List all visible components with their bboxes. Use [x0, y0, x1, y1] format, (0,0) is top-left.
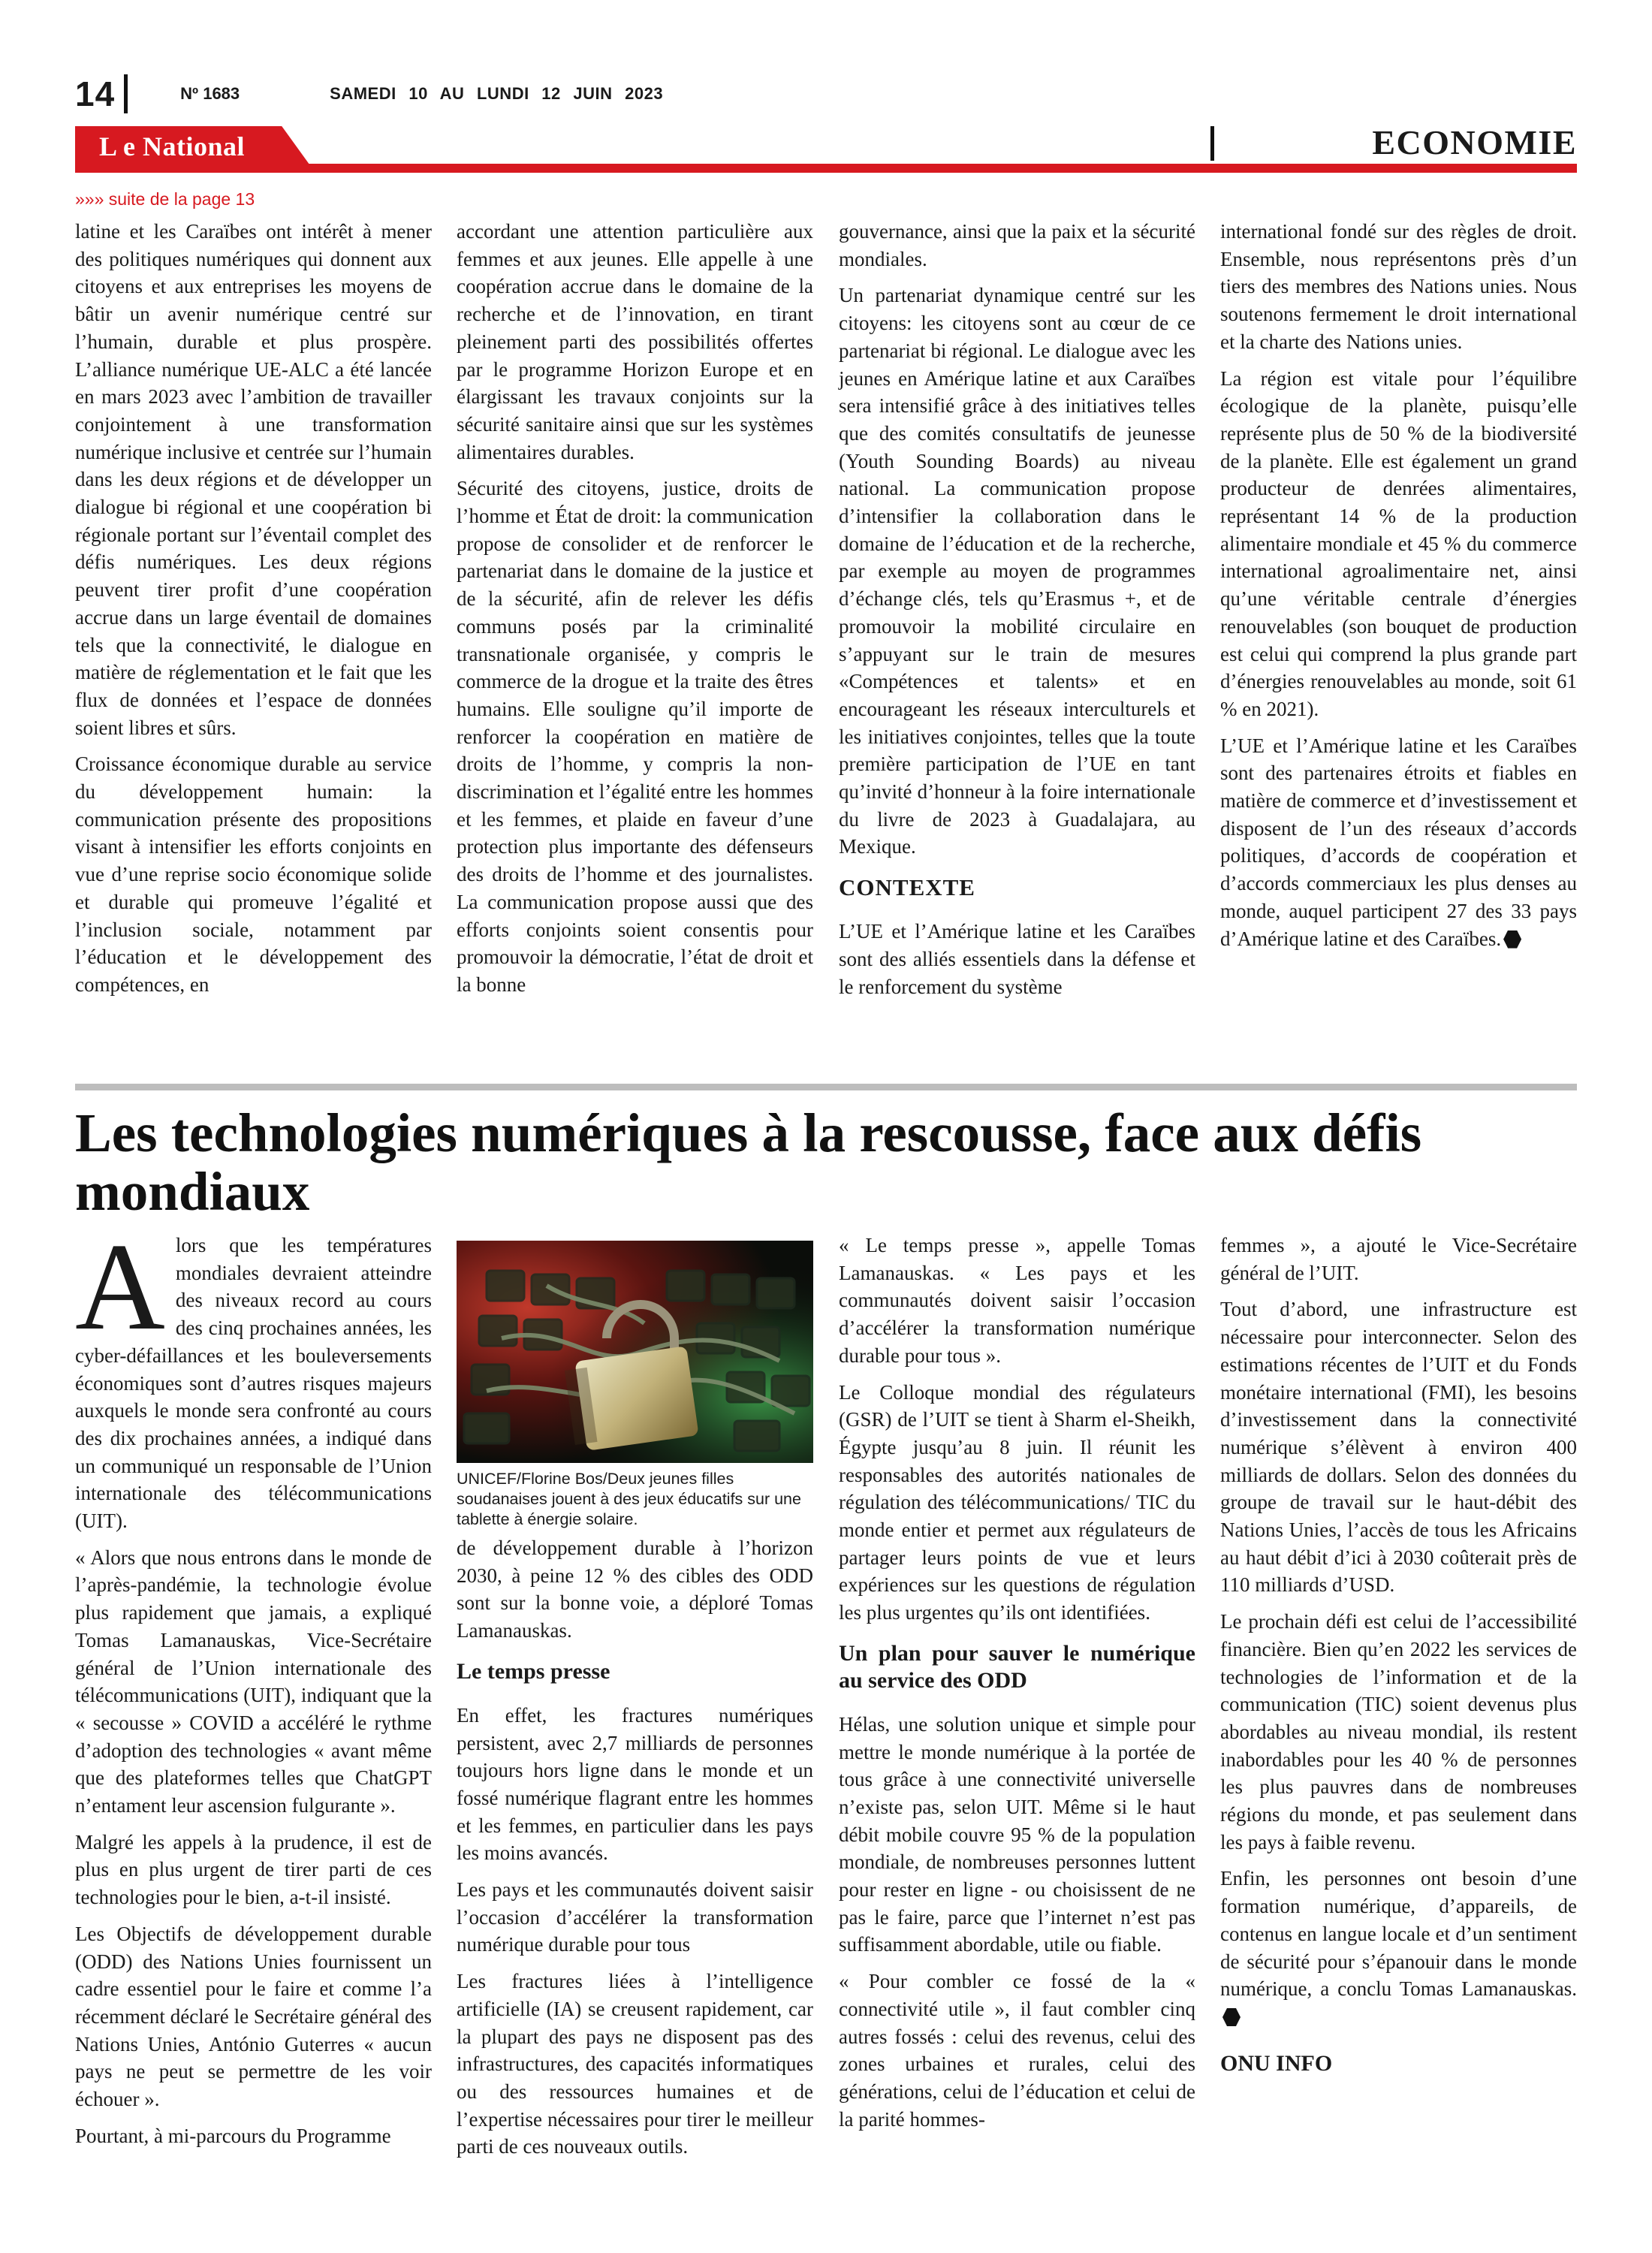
- subheading-contexte: CONTEXTE: [839, 874, 975, 901]
- article-signature: ONU INFO: [1220, 2050, 1333, 2076]
- issue-number: Nº 1683: [180, 84, 240, 103]
- main-article-column-2: [457, 1534, 813, 2170]
- top-article-column-1: [75, 218, 432, 1008]
- article-divider: [75, 1084, 1577, 1090]
- paragraph: Un partenariat dynamique centré sur les citoyens: les citoyens sont au cœur de ce partenariat bi régional. Le dialogue avec les jeunes en Amérique latine et aux Caraïbes sera intensifié grâce à des initiatives telles que des comités consultatifs de jeunesse (Youth Sounding Boards) au niveau national. La communication propose d’intensifier la collaboration dans le domaine de l’éducation et de la recherche, par exemple au moyen de programmes d’échange clés, tels qu’Erasmus +, et de promouvoir la mobilité circulaire en s’appuyant sur le train de mesures «Compétences et talents» et en encourageant les réseaux interculturels et les initiatives conjointes, telles que la toute première participation de l’UE en tant qu’invité d’honneur à la foire internationale du livre de 2023 à Guadalajara, au Mexique.: [839, 284, 1195, 858]
- drop-cap: A: [75, 1217, 165, 1356]
- paragraph: Pourtant, à mi-parcours du Programme: [75, 2124, 391, 2147]
- continued-from: »»» suite de la page 13: [75, 189, 255, 209]
- paragraph: Malgré les appels à la prudence, il est de plus en plus urgent de tirer parti de ces technologies pour le bien, a-t-il insisté.: [75, 1830, 432, 1909]
- paragraph: « Le temps presse », appelle Tomas Lamanauskas. « Les pays et les communautés doivent saisir l’occasion d’accélérer la transformation numérique durable pour tous ».: [839, 1234, 1195, 1367]
- paragraph: latine et les Caraïbes ont intérêt à mener des politiques numériques qui donnent aux citoyens et aux entreprises les moyens de bâtir un avenir numérique centré sur l’humain, durable et plus prospère. L’alliance numérique UE-ALC a été lancée en mars 2023 avec l’ambition de travailler conjointement à une transformation numérique inclusive et centrée sur l’humain dans les deux régions et de développer un dialogue bi régional et une coopération bi régionale portant sur l’éventail complet des défis numériques. Les deux régions peuvent tirer profit d’une coopération accrue dans un large éventail de domaines tels que la connectivité, le dialogue en matière de réglementation et le fait que les flux de données et l’espace de données soient libres et sûrs.: [75, 220, 432, 739]
- end-of-article-icon: [1503, 930, 1521, 949]
- subheading-le-temps-presse: Le temps presse: [457, 1658, 610, 1684]
- section-divider: [1210, 126, 1214, 161]
- top-article-column-2: [457, 218, 813, 1008]
- paragraph: La région est vitale pour l’équilibre écologique de la planète, puisqu’elle représente plus de 50 % de la biodiversité de la planète. Elle est également un grand producteur de denrées alimentaires, représentant 14 % de la production alimentaire mondiale et 45 % du commerce international agroalimentaire net, ainsi qu’une véritable centrale d’énergies renouvelables (son bouquet de production est celui qui comprend la plus grande part d’énergies renouvelables au monde, soit 61 % en 2021).: [1220, 366, 1577, 720]
- main-article-column-4: [1220, 1232, 1577, 2086]
- section-title: ECONOMIE: [1372, 123, 1577, 161]
- paragraph: Les fractures liées à l’intelligence artificielle (IA) se creusent rapidement, car la plupart des pays ne disposent pas des infrastructures, des capacités informatiques ou des ressources humaines et de l’expertise nécessaires pour tirer le meilleur parti de ces nouveaux outils.: [457, 1970, 813, 2158]
- lead-paragraph: [75, 1217, 432, 1535]
- paragraph: « Pour combler ce fossé de la « connectivité utile », il faut combler cinq autres fossés : celui des revenus, celui des zones urbaines et rurales, celui des générations, celui de l’éducation et celui de la parité hommes-: [839, 1970, 1195, 2131]
- top-article-column-3: [839, 218, 1195, 1009]
- paragraph: En effet, les fractures numériques persistent, avec 2,7 milliards de personnes toujours hors ligne dans le monde et un fossé numérique flagrant entre les hommes et les femmes, en particulier dans les pays les moins avancés.: [457, 1703, 813, 1865]
- page-number: 14: [75, 74, 116, 113]
- paragraph: Tout d’abord, une infrastructure est nécessaire pour interconnecter. Selon des estimations récentes de l’UIT et du Fonds monétaire international (FMI), les besoins d’investissement dans la connectivité numérique s’élèvent à environ 400 milliards de dollars. Selon des données du groupe de travail sur le haut-débit des Nations Unies, l’accès de tous les Africains au haut débit d’ici à 2030 coûterait près de 110 milliards d’USD.: [1220, 1298, 1577, 1597]
- paragraph: Le prochain défi est celui de l’accessibilité financière. Bien qu’en 2022 les services de technologies de l’information et de la communication (TIC) soient devenus plus abordables au niveau mondial, ils restent inabordables pour les 40 % de personnes les plus pauvres dans de nombreuses régions du monde, et pas seulement dans les pays à faible revenu.: [1220, 1610, 1577, 1853]
- top-article-column-4: [1220, 218, 1577, 961]
- paragraph-final: [1220, 1865, 1577, 2030]
- paragraph-text: Enfin, les personnes ont besoin d’une formation numérique, d’appareils, de contenus en langue locale et d’un sentiment de sécurité pour s’épanouir dans le monde numérique, a conclu Tomas Lamanauskas.: [1220, 1867, 1577, 2001]
- issue-date: SAMEDI 10 AU LUNDI 12 JUIN 2023: [330, 84, 664, 103]
- main-article-column-3: [839, 1232, 1195, 2142]
- article-photo: [457, 1241, 813, 1463]
- paragraph: L’UE et l’Amérique latine et les Caraïbes sont des alliés essentiels dans la défense et le renforcement du système: [839, 920, 1195, 998]
- padlock-keyboard-image: [457, 1241, 813, 1463]
- paragraph: Sécurité des citoyens, justice, droits de l’homme et État de droit: la communication propose de consolider et de renforcer le partenariat dans le domaine de la justice et de la sécurité, afin de relever les défis communs posés par la criminalité transnationale organisée, y compris le commerce de la drogue et la traite des êtres humains. Elle souligne qu’il importe de renforcer la coopération en matière de droits de l’homme, y compris la non-discrimination et l’égalité entre les hommes et les femmes, et plaide en faveur d’une protection plus importante des défenseurs des droits de l’homme et des journalistes. La communication propose aussi que des efforts conjoints soient consentis pour promouvoir la démocratie, l’état de droit et la bonne: [457, 477, 813, 996]
- paragraph: femmes », a ajouté le Vice-Secrétaire général de l’UIT.: [1220, 1234, 1577, 1284]
- lead-text: lors que les températures mondiales devraient atteindre des niveaux record au cours des cinq prochaines années, les cyber-défaillances et les bouleversements économiques sont d’autres risques majeurs auxquels le monde sera confronté au cours des dix prochaines années, a indiqué dans un communiqué un responsable de l’Union internationale des télécommunications (UIT).: [75, 1234, 432, 1533]
- page-number-divider: [124, 74, 128, 113]
- brand-name: L e National: [99, 131, 246, 161]
- main-article-column-1: [75, 1217, 432, 2159]
- photo-caption: UNICEF/Florine Bos/Deux jeunes filles soudanaises jouent à des jeux éducatifs sur une tablette à énergie solaire.: [457, 1470, 801, 1528]
- paragraph: gouvernance, ainsi que la paix et la sécurité mondiales.: [839, 220, 1195, 270]
- paragraph: accordant une attention particulière aux femmes et aux jeunes. Elle appelle à une coopération accrue dans le domaine de la recherche et de l’innovation, en tirant pleinement parti des possibilités offertes par le programme Horizon Europe et en élargissant les travaux conjoints sur la sécurité sanitaire ainsi que sur les systèmes alimentaires durables.: [457, 220, 813, 463]
- article-headline: Les technologies numériques à la rescousse, face aux défis mondiaux: [75, 1102, 1422, 1222]
- paragraph-final: [1220, 732, 1577, 953]
- paragraph: de développement durable à l’horizon 2030, à peine 12 % des cibles des ODD sont sur la bonne voie, a déploré Tomas Lamanauskas.: [457, 1537, 813, 1642]
- end-of-article-icon: [1222, 2008, 1241, 2026]
- paragraph: international fondé sur des règles de droit. Ensemble, nous représentons près d’un tiers des membres des Nations unies. Nous soutenons fermement le droit international et la charte des Nations unies.: [1220, 220, 1577, 353]
- paragraph: « Alors que nous entrons dans le monde de l’après-pandémie, la technologie évolue plus rapidement que jamais, a expliqué Tomas Lamanauskas, Vice-Secrétaire général de l’Union internationale des télécommunications (UIT), indiquant que la « secousse » COVID a accéléré le rythme d’adoption des technologies « avant même que des plateformes telles que ChatGPT n’entament leur ascension fulgurante ».: [75, 1546, 432, 1817]
- page-header: [75, 71, 663, 116]
- paragraph-text: L’UE et l’Amérique latine et les Caraïbes sont des partenaires étroits et fiables en matière de commerce et d’investissement et disposent de l’un des réseaux d’accords politiques, d’accords de coopération et d’accords commerciaux les plus denses au monde, auquel participent 27 des 33 pays d’Amérique latine et des Caraïbes.: [1220, 734, 1577, 950]
- paragraph: Les pays et les communautés doivent saisir l’occasion d’accélérer la transformation numérique durable pour tous: [457, 1878, 813, 1956]
- paragraph: Les Objectifs de développement durable (ODD) des Nations Unies fournissent un cadre essentiel pour le faire et comme l’a récemment déclaré le Secrétaire général des Nations Unies, António Guterres « aucun pays ne peut se permettre de les voir échouer ».: [75, 1922, 432, 2111]
- paragraph: Croissance économique durable au service du développement humain: la communication présente des propositions visant à intensifier les efforts conjoints en vue d’une reprise socio économique solide et durable qui promeuve l’égalité et l’inclusion sociale, notamment par l’éducation et le développement des compétences, en: [75, 753, 432, 996]
- paragraph: Le Colloque mondial des régulateurs (GSR) de l’UIT se tient à Sharm el-Sheikh, Égypte jusqu’au 8 juin. Il réunit les responsables des autorités nationales de régulation des télécommunications/ TIC du monde entier et permet aux régulateurs de partager leurs points de vue et leurs expériences sur les questions de régulation les plus urgentes qu’ils ont identifiées.: [839, 1380, 1195, 1624]
- paragraph: Hélas, une solution unique et simple pour mettre le monde numérique à la portée de tous grâce à une connectivité universelle n’existe pas, selon UIT. Même si le haut débit mobile couvre 95 % de la population mondiale, de nombreuses personnes luttent pour rester en ligne - ou choisissent de ne pas le faire, parce que l’internet n’est pas suffisamment abordable, utile ou fiable.: [839, 1712, 1195, 1956]
- subheading-plan-odd: Un plan pour sauver le numérique au service des ODD: [839, 1640, 1195, 1693]
